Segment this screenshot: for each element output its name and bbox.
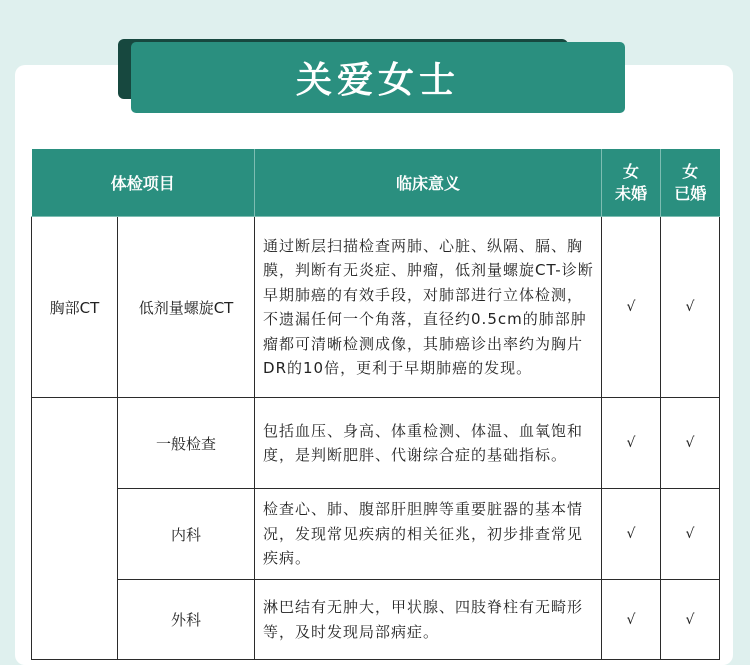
married-check: √ <box>661 580 720 660</box>
exam-table <box>31 149 720 660</box>
header-unmarried <box>602 149 661 217</box>
page-title: 关爱女士 <box>295 60 460 101</box>
description-cell: 包括血压、身高、体重检测、体温、血氧饱和度，是判断肥胖、代谢综合症的基础指标。 <box>255 398 602 489</box>
header-meaning: 临床意义 <box>255 149 602 217</box>
item-cell: 内科 <box>118 489 255 580</box>
table-row <box>32 217 720 398</box>
header-unmarried-line2: 未婚 <box>615 183 648 203</box>
description-cell: 通过断层扫描检查两肺、心脏、纵隔、膈、胸膜，判断有无炎症、肿瘤，低剂量螺旋CT-诊断早期肺癌的有效手段，对肺部进行立体检测，不遗漏任何一个角落，直径约0.5cm的肺部肿瘤都可清晰检测成像，其肺癌诊出率约为胸片DR的10倍，更利于早期肺癌的发现。 <box>255 217 602 398</box>
table-row <box>32 489 720 580</box>
unmarried-check: √ <box>602 217 661 398</box>
description-cell: 检查心、肺、腹部肝胆脾等重要脏器的基本情况，发现常见疾病的相关征兆，初步排查常见疾病。 <box>255 489 602 580</box>
category-cell <box>32 398 118 660</box>
item-cell: 低剂量螺旋CT <box>118 217 255 398</box>
item-cell: 外科 <box>118 580 255 660</box>
header-married <box>661 149 720 217</box>
description-cell: 淋巴结有无肿大，甲状腺、四肢脊柱有无畸形等，及时发现局部病症。 <box>255 580 602 660</box>
header-unmarried-line1: 女 <box>623 161 640 181</box>
married-check: √ <box>661 398 720 489</box>
table-row <box>32 398 720 489</box>
unmarried-check: √ <box>602 580 661 660</box>
header-married-line2: 已婚 <box>674 183 707 203</box>
header-item: 体检项目 <box>32 149 255 217</box>
unmarried-check: √ <box>602 398 661 489</box>
married-check: √ <box>661 489 720 580</box>
title-banner <box>131 42 625 113</box>
married-check: √ <box>661 217 720 398</box>
table-header-row <box>32 149 720 217</box>
unmarried-check: √ <box>602 489 661 580</box>
table-row <box>32 580 720 660</box>
category-cell: 胸部CT <box>32 217 118 398</box>
item-cell: 一般检查 <box>118 398 255 489</box>
header-married-line1: 女 <box>682 161 699 181</box>
